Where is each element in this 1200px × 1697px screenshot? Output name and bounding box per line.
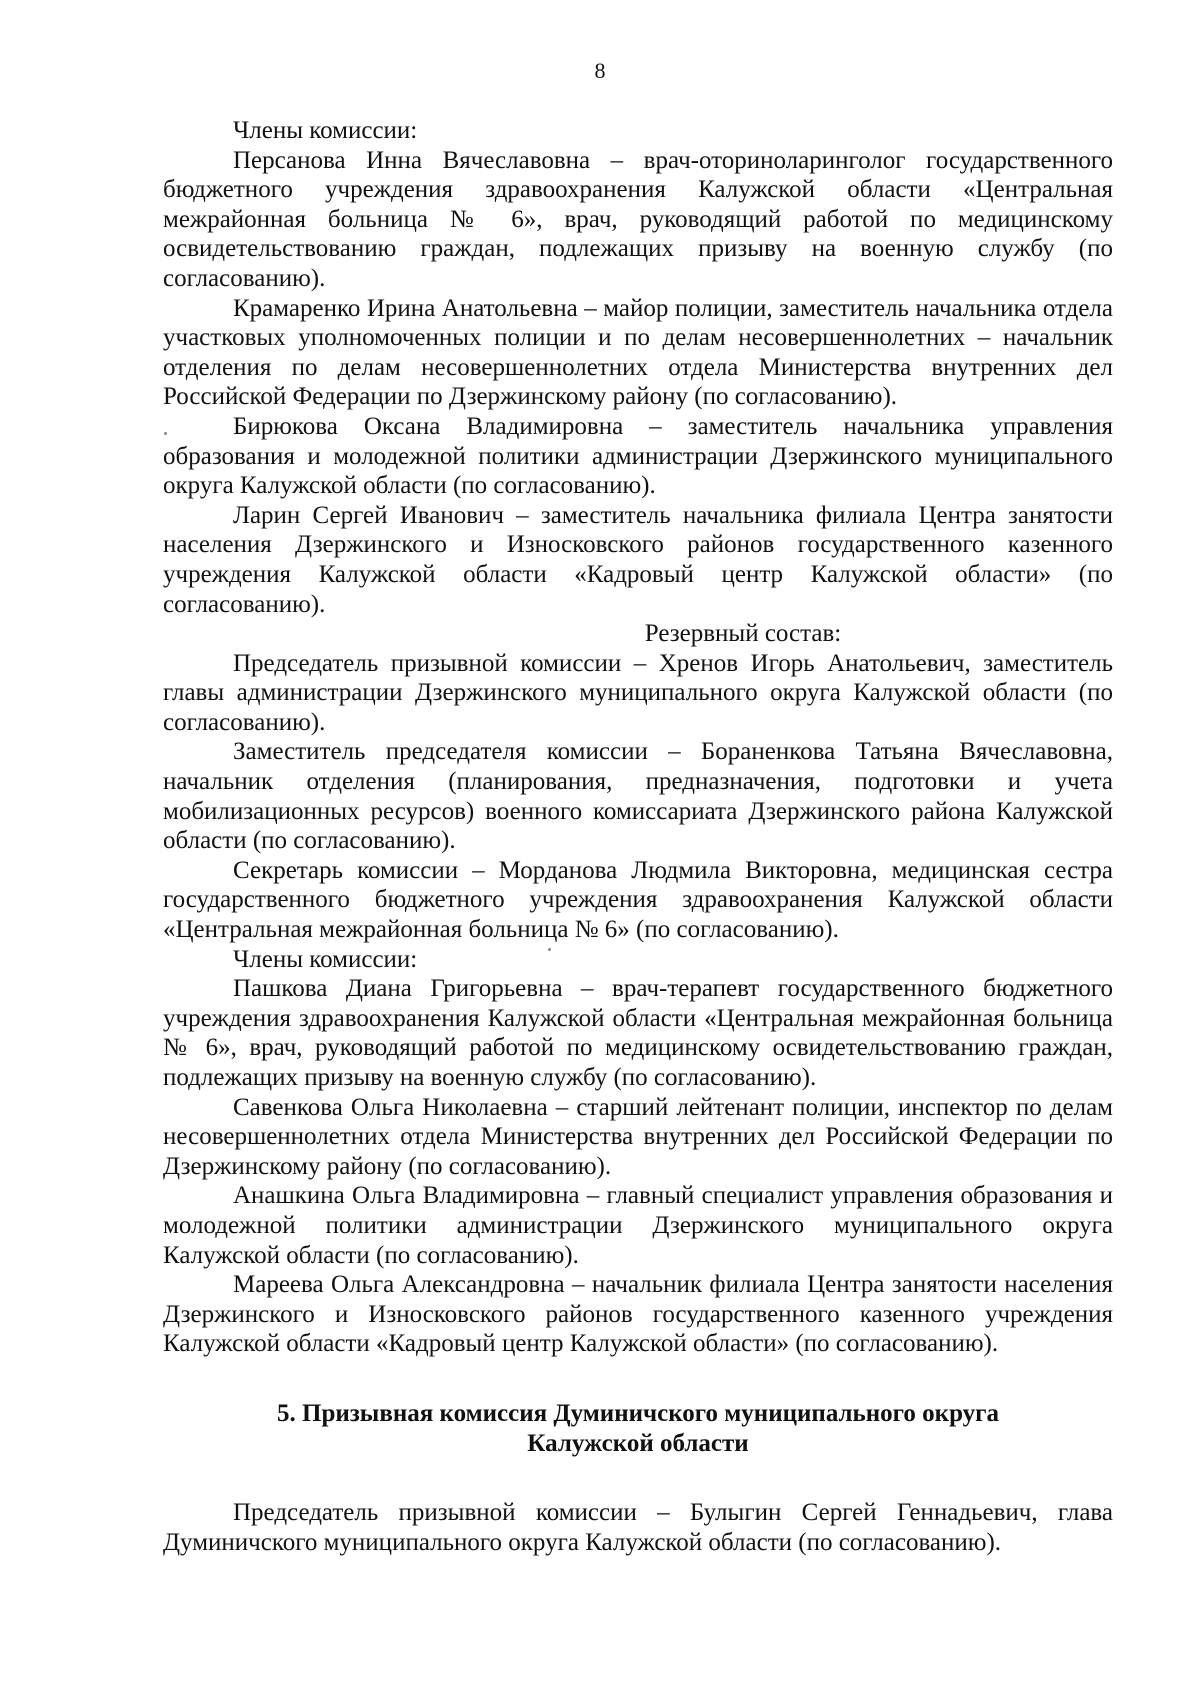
member-paragraph: Крамаренко Ирина Анатольевна – майор полиции, заместитель начальника отдела участковых уполномоченных полиции и по делам несовершеннолетних – начальник отделения по делам несовершеннолетних отдела Министерства внутренних дел Российской Федерации по Дзержинскому району (по согласованию).	[163, 294, 1113, 411]
section-5-title	[163, 1399, 1113, 1458]
member-paragraph: Пашкова Диана Григорьевна – врач-терапевт государственного бюджетного учреждения здравоохранения Калужской области «Центральная межрайонная больница № 6», врач, руководящий работой по медицинскому освидетельствованию граждан, подлежащих призыву на военную службу (по согласованию).	[163, 975, 1113, 1091]
reserve-secretary-paragraph: Секретарь комиссии – Морданова Людмила Викторовна, медицинская сестра государственного бюджетного учреждения здравоохранения Калужской области «Центральная межрайонная больница № 6» (по согласованию).	[163, 856, 1113, 944]
section-5-chairman-paragraph: Председатель призывной комиссии – Булыгин Сергей Геннадьевич, глава Думиничского муниципального округа Калужской области (по согласованию).	[163, 1499, 1113, 1556]
members-label: Члены комиссии:	[233, 117, 418, 144]
member-paragraph: Персанова Инна Вячеславовна – врач-оториноларинголог государственного бюджетного учреждения здравоохранения Калужской области «Центральная межрайонная больница № 6», врач, руководящий работой по медицинскому освидетельствованию граждан, подлежащих призыву на военную службу (по согласованию).	[163, 146, 1113, 292]
document-body	[163, 116, 1113, 1557]
member-paragraph: Бирюкова Оксана Владимировна – заместитель начальника управления образования и молодежной политики администрации Дзержинского муниципального округа Калужской области (по согласованию).	[163, 412, 1113, 500]
page-number: 8	[594, 58, 606, 83]
section-5-title-line-1: 5. Призывная комиссия Думиничского муниципального округа	[277, 1399, 999, 1427]
reserve-heading: Резервный состав:	[644, 620, 842, 648]
section-5-title-line-2: Калужской области	[527, 1429, 749, 1457]
members-label: Члены комиссии:	[233, 945, 418, 973]
member-paragraph: Мареева Ольга Александровна – начальник филиала Центра занятости населения Дзержинского и Износковского районов государственного казенного учреждения Калужской области «Кадровый центр Калужской области» (по согласованию).	[163, 1271, 1113, 1358]
member-paragraph: Анашкина Ольга Владимировна – главный специалист управления образования и молодежной политики администрации Дзержинского муниципального округа Калужской области (по согласованию).	[163, 1182, 1113, 1269]
member-paragraph: Ларин Сергей Иванович – заместитель начальника филиала Центра занятости населения Дзержинского и Износковского районов государственного казенного учреждения Калужской области «Кадровый центр Калужской области» (по согласованию).	[163, 501, 1113, 618]
reserve-chairman-paragraph: Председатель призывной комиссии – Хренов Игорь Анатольевич, заместитель главы администрации Дзержинского муниципального округа Калужской области (по согласованию).	[163, 649, 1113, 736]
reserve-deputy-paragraph: Заместитель председателя комиссии – Бораненкова Татьяна Вячеславовна, начальник отделения (планирования, предназначения, подготовки и учета мобилизационных ресурсов) военного комиссариата Дзержинского района Калужской области (по согласованию).	[163, 738, 1113, 855]
member-paragraph: Савенкова Ольга Николаевна – старший лейтенант полиции, инспектор по делам несовершеннолетних отдела Министерства внутренних дел Российской Федерации по Дзержинскому району (по согласованию).	[163, 1093, 1113, 1180]
